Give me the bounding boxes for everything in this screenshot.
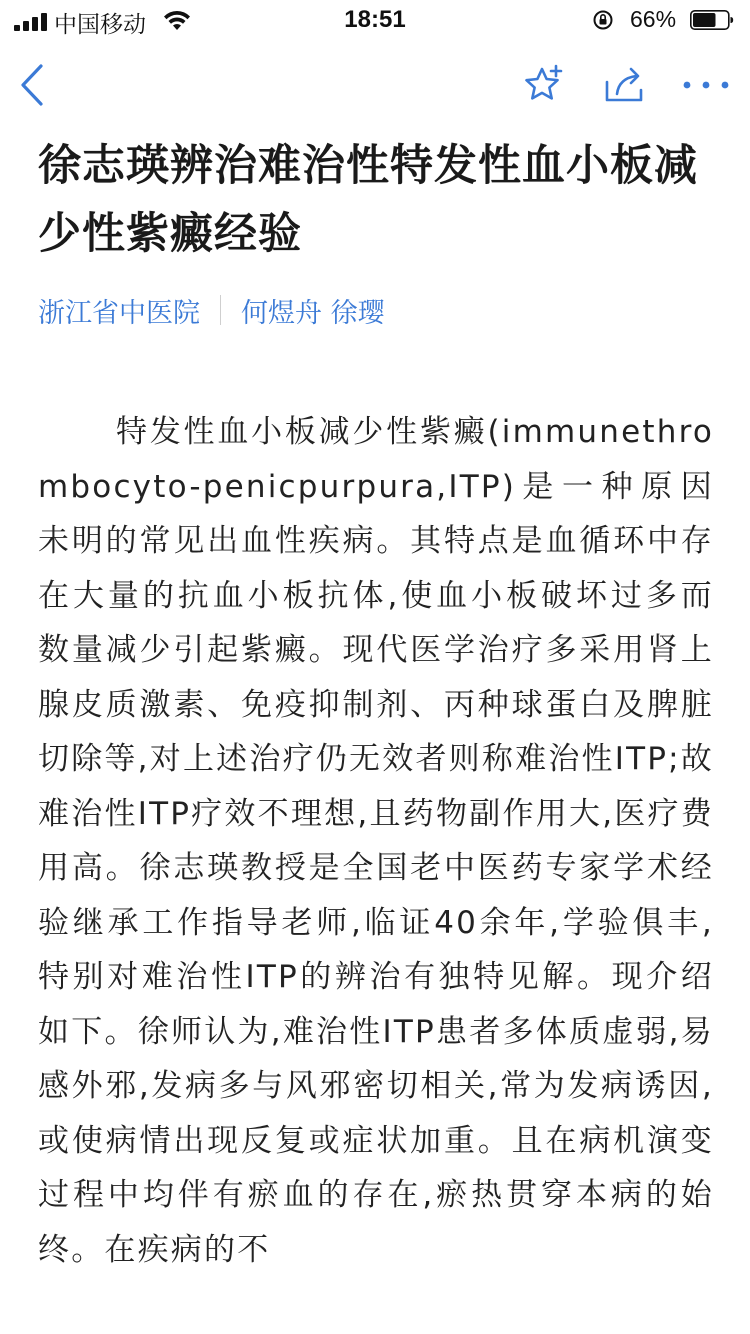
- navigation-bar: [0, 40, 750, 130]
- more-button[interactable]: [678, 62, 734, 108]
- authors-link[interactable]: 何煜舟 徐璎: [241, 297, 385, 329]
- more-horizontal-icon: [682, 80, 730, 90]
- article-title: 徐志瑛辨治难治性特发性血小板减少性紫癜经验: [38, 141, 698, 259]
- battery-percent: 66%: [630, 6, 677, 32]
- star-plus-icon: [523, 64, 567, 106]
- share-icon: [603, 64, 647, 106]
- clock: 18:51: [344, 6, 406, 33]
- source-link[interactable]: 浙江省中医院: [38, 297, 200, 329]
- carrier-name: 中国移动: [54, 11, 146, 37]
- battery-icon: [690, 10, 734, 30]
- orientation-lock-icon: [592, 9, 614, 31]
- back-button[interactable]: [12, 60, 52, 110]
- chevron-left-icon: [19, 63, 45, 107]
- article-meta: [38, 290, 385, 330]
- article-paragraph: 特发性血小板减少性紫癜(immunethrombocyto-penicpurpura,ITP)是一种原因未明的常见出血性疾病。其特点是血循环中存在大量的抗血小板抗体,使血小板破坏过多而数量减少引起紫癜。现代医学治疗多采用肾上腺皮质激素、免疫抑制剂、丙种球蛋白及脾脏切除等,对上述治疗仍无效者则称难治性ITP;故难治性ITP疗效不理想,且药物副作用大,医疗费用高。徐志瑛教授是全国老中医药专家学术经验继承工作指导老师,临证40余年,学验俱丰,特别对难治性ITP的辨治有独特见解。现介绍如下。徐师认为,难治性ITP患者多体质虚弱,易感外邪,发病多与风邪密切相关,常为发病诱因,或使病情出现反复或症状加重。且在病机演变过程中均伴有瘀血的存在,瘀热贯穿本病的始终。在疾病的不: [38, 414, 714, 1268]
- article-body: [38, 405, 714, 1277]
- status-bar: [0, 0, 750, 40]
- meta-divider: [220, 295, 221, 325]
- favorite-button[interactable]: [520, 62, 570, 108]
- share-button[interactable]: [600, 62, 650, 108]
